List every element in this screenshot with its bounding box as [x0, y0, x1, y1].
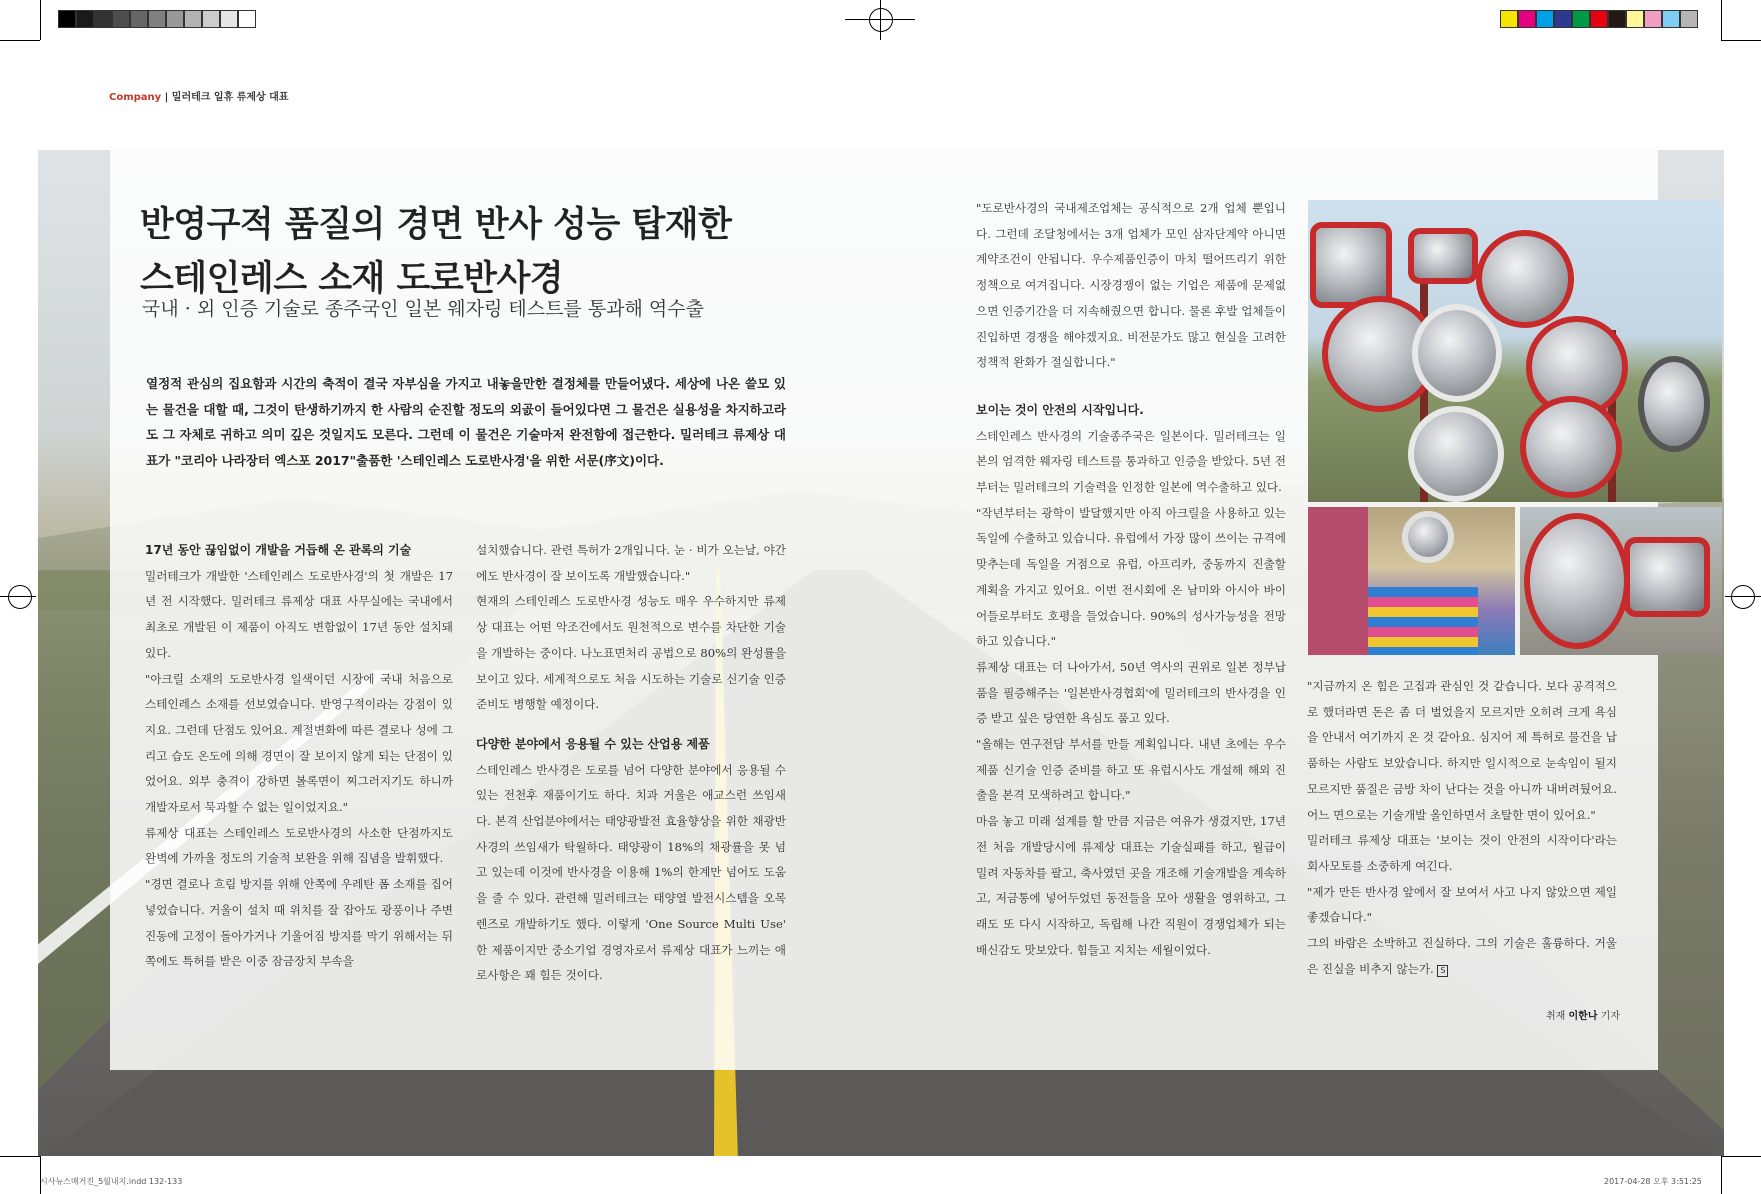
crop-mark: [1721, 0, 1722, 40]
paragraph: 밀러테크 류제상 대표는 '보이는 것이 안전의 시작이다'라는 회사모토를 소중하게 여긴다.: [1307, 833, 1617, 873]
convex-mirror: [1402, 511, 1454, 563]
subheading: 보이는 것이 안전의 시작입니다.: [976, 402, 1144, 417]
paragraph: 스테인레스 반사경의 기술종주국은 일본이다. 밀러테크는 일본의 엄격한 웨자링 테스트를 통과하고 인증을 받았다. 5년 전부터는 밀러테크의 기술력을 인정한 일본에 역수출하고 있다.: [976, 428, 1286, 495]
pink-wall: [1308, 507, 1368, 655]
byline-prefix: 취재: [1546, 1011, 1569, 1022]
paragraph-text: 그의 바람은 소박하고 진실하다. 그의 기술은 훌륭하다. 거울은 진실을 비추지 않는가.: [1307, 936, 1617, 976]
road-mirrors-photo: [1308, 200, 1722, 502]
paragraph: 마음 놓고 미래 설계를 할 만큼 지금은 여유가 생겼지만, 17년 전 처음 개발당시에 류제상 대표는 기술실패를 하고, 월급이 밀려 자동차를 팔고, 축사였던 곳을 개조해 기술개발을 계속하고, 저금통에 넣어두었던 동전들을 모아 생활을 영위하고, 그래도 또 다시 시작하고, 독립해 나간 직원이 경쟁업체가 되는 배신감도 맛보았다. 힘들고 지치는 세월이었다.: [976, 814, 1286, 957]
paragraph: "도로반사경의 국내제조업체는 공식적으로 2개 업체 뿐입니다. 그런데 조달청에서는 3개 업체가 모인 삼자단계약 아니면 계약조건이 안됩니다. 우수제품인증이 마치 떨어뜨리기 위한 정책으로 여겨집니다. 시장경쟁이 없는 기업은 제품에 문제없으면 인증기간을 더 지속해줬으면 합니다. 물론 후발 업체들이 진입하면 경쟁을 해야겠지요. 비전문가도 많고 현실을 고려한 정책적 완화가 절실합니다.": [976, 201, 1286, 370]
painted-stairs: [1368, 587, 1478, 655]
alley-mirrors-photo: [1520, 507, 1722, 655]
subheading: 다양한 분야에서 응용될 수 있는 산업용 제품: [476, 736, 710, 751]
paragraph: "경면 결로나 흐림 방지를 위해 안쪽에 우레탄 폼 소재를 집어넣었습니다. 거울이 설치 때 위치를 잘 잡아도 광풍이나 주변 진동에 고정이 돌아가거나 기울어짐 방지를 막기 위해서는 뒤쪽에도 특허를 받은 이중 잠금장치 부속을: [145, 877, 453, 969]
column-1: [145, 538, 453, 975]
rectangular-mirror: [1624, 537, 1710, 617]
crop-mark: [40, 1156, 41, 1194]
byline-suffix: 기자: [1597, 1011, 1620, 1022]
column-4: [1307, 674, 1617, 982]
convex-mirror: [1408, 406, 1504, 502]
paragraph: "아크릴 소재의 도로반사경 일색이던 시장에 국내 처음으로 스테인레스 소재를 선보였습니다. 반영구적이라는 강점이 있지요. 그런데 단점도 있어요. 계절변화에 따른 결로나 성에 그리고 습도 온도에 의해 경면이 잘 보이지 않게 되는 단점이 있었어요. 외부 충격이 강하면 볼록면이 찌그러지기도 하니까 개발자로서 묵과할 수 없는 일이었지요.": [145, 671, 453, 815]
color-swatch: [1518, 10, 1536, 28]
crop-mark: [1721, 40, 1761, 41]
footer-timestamp: 2017-04-28 오후 3:51:25: [1604, 1177, 1702, 1186]
color-swatch: [1572, 10, 1590, 28]
color-swatch: [202, 10, 220, 28]
running-header: [109, 88, 289, 103]
color-swatch: [148, 10, 166, 28]
grayscale-color-bar: [58, 10, 256, 28]
paragraph: 류제상 대표는 스테인레스 도로반사경의 사소한 단점까지도 완벽에 가까울 정도의 기술적 보완을 위해 집념을 발휘했다.: [145, 825, 453, 866]
convex-mirror: [1638, 356, 1710, 452]
colorful-stairs-mirror-photo: [1308, 507, 1515, 655]
color-swatch: [1608, 10, 1626, 28]
color-swatch: [1644, 10, 1662, 28]
byline: [1546, 1007, 1620, 1022]
paragraph: "작년부터는 광학이 발달했지만 아직 아크릴을 사용하고 있는 독일에 수출하고 있습니다. 유럽에서 가장 많이 쓰이는 규격에 맞추는데 독일을 거점으로 유럽, 아프리카, 중동까지 진출할 계획을 가지고 있어요. 이번 전시회에 온 남미와 아시아 바이어들로부터도 호평을 들었습니다. 90%의 성사가능성을 전망하고 있습니다.": [976, 505, 1286, 649]
lead-paragraph: 열정적 관심의 집요함과 시간의 축적이 결국 자부심을 가지고 내놓을만한 결정체를 만들어냈다. 세상에 나온 쓸모 있는 물건을 대할 때, 그것이 탄생하기까지 한 사람의 순진할 정도의 외곬이 들어있다면 그 물건은 실용성을 차지하고라도 그 자체로 귀하고 의미 깊은 것일지도 모른다. 그런데 이 물건은 기술마저 완전함에 접근한다. 밀러테크 류제상 대표가 "코리아 나라장터 엑스포 2017"출품한 '스테인레스 도로반사경'을 위한 서문(序文)이다.: [146, 376, 786, 468]
color-swatch: [76, 10, 94, 28]
color-swatch: [184, 10, 202, 28]
convex-mirror: [1476, 230, 1574, 328]
registration-mark: [869, 8, 893, 32]
crop-mark: [1721, 1156, 1722, 1194]
article-title: [140, 198, 731, 306]
paragraph: 현재의 스테인레스 도로반사경 성능도 매우 우수하지만 류제상 대표는 어떤 악조건에서도 원천적으로 변수를 차단한 기술을 개발하는 중이다. 나노표면처리 공법으로 80%의 완성률을 보이고 있다. 세계적으로도 처음 시도하는 기술로 신기술 인증준비도 병행할 예정이다.: [476, 594, 786, 712]
crop-mark: [1721, 1156, 1761, 1157]
footer-file-info: 시사뉴스매거진_5월내지.indd 132-133: [40, 1177, 183, 1186]
convex-mirror: [1520, 396, 1622, 498]
convex-mirror: [1524, 513, 1630, 649]
header-brand: Company: [109, 92, 162, 103]
color-swatch: [1590, 10, 1608, 28]
color-swatch: [1554, 10, 1572, 28]
end-mark-icon: S: [1437, 965, 1448, 977]
column-3: [976, 196, 1286, 963]
color-swatch: [130, 10, 148, 28]
paragraph: 스테인레스 반사경은 도로를 넘어 다양한 분야에서 응용될 수 있는 전천후 재품이기도 하다. 치과 거울은 애교스런 쓰임새다. 본격 산업분야에서는 태양광발전 효율향상을 위한 채광반사경의 쓰임새가 탁월하다. 태양광이 18%의 채광률을 못 넘고 있는데 이것에 반사경을 이용해 1%의 한계만 넘어도 도움을 줄 수 있다. 관련해 밀러테크는 태양열 발전시스템을 오목렌즈로 개발하기도 했다. 이렇게 'One Source Multi Use' 한 제품이지만 중소기업 경영자로서 류제상 대표가 느끼는 애로사항은 꽤 힘든 것이다.: [476, 762, 786, 983]
reporter-name: 이한나: [1568, 1011, 1598, 1022]
color-swatch: [1626, 10, 1644, 28]
crop-mark: [40, 0, 41, 40]
color-swatch: [1662, 10, 1680, 28]
color-swatch: [220, 10, 238, 28]
header-section: | 밀러테크 일휴 류제상 대표: [161, 92, 289, 103]
paragraph: "올해는 연구전담 부서를 만들 계획입니다. 내년 초에는 우수제품 신기술 인증 준비를 하고 또 유럽시사도 개설해 해외 진출을 본격 모색하려고 합니다.": [976, 737, 1286, 803]
color-swatch: [1536, 10, 1554, 28]
title-line-2: 스테인레스 소재 도로반사경: [140, 259, 564, 299]
article-subtitle: 국내 · 외 인증 기술로 종주국인 일본 웨자링 테스트를 통과해 역수출: [142, 298, 704, 320]
registration-mark: [8, 585, 32, 609]
registration-mark: [1731, 585, 1755, 609]
convex-mirror: [1412, 304, 1502, 402]
color-swatch: [94, 10, 112, 28]
process-color-bar: [1500, 10, 1698, 28]
rectangular-mirror: [1408, 228, 1478, 284]
paragraph: 밀러테크가 개발한 '스테인레스 도로반사경'의 첫 개발은 17년 전 시작했다. 밀러테크 류제상 대표 사무실에는 국내에서 최초로 개발된 이 제품이 아직도 변함없이 17년 동안 설치돼 있다.: [145, 568, 453, 660]
color-swatch: [166, 10, 184, 28]
crop-mark: [0, 1156, 40, 1157]
color-swatch: [1500, 10, 1518, 28]
color-swatch: [238, 10, 256, 28]
paragraph: 류제상 대표는 더 나아가서, 50년 역사의 권위로 일본 정부납품을 필증해주는 '일본반사경협회'에 밀러테크의 반사경을 인증 받고 싶은 당연한 욕심도 품고 있다.: [976, 659, 1286, 726]
paragraph: [1307, 931, 1617, 982]
paragraph: 설치했습니다. 관련 특허가 2개입니다. 눈 · 비가 오는날, 야간에도 반사경이 잘 보이도록 개발했습니다.": [476, 543, 786, 583]
title-line-1: 반영구적 품질의 경면 반사 성능 탑재한: [140, 205, 732, 245]
paragraph: "지금까지 온 힘은 고집과 관심인 것 같습니다. 보다 공격적으로 했더라면 돈은 좀 더 벌었을지 모르지만 오히려 크게 욕심을 안내서 여기까지 온 것 같아요. 심지어 제 특허로 물건을 납품하는 사람도 보았습니다. 하지만 일시적으로 눈속임이 될지 모르지만 품질은 금방 차이 난다는 것을 아니까 내버려뒀어요. 어느 면으로는 기술개발 올인하면서 초탈한 면이 있어요.": [1307, 679, 1617, 822]
paragraph: "제가 만든 반사경 앞에서 잘 보여서 사고 나지 않았으면 제일 좋겠습니다.": [1307, 884, 1617, 925]
column-2: [476, 538, 786, 989]
subheading: 17년 동안 끊임없이 개발을 거듭해 온 관록의 기술: [145, 543, 412, 557]
color-swatch: [58, 10, 76, 28]
color-swatch: [112, 10, 130, 28]
crop-mark: [0, 40, 40, 41]
color-swatch: [1680, 10, 1698, 28]
